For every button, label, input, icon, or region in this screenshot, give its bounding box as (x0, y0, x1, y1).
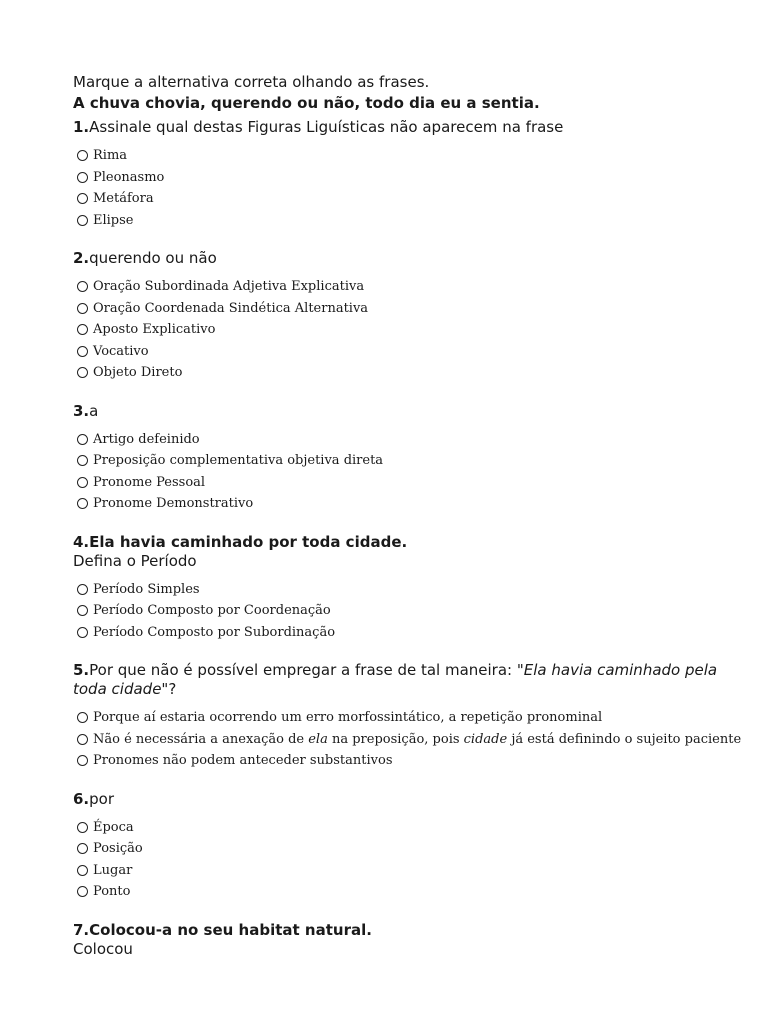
question-5 (73, 661, 753, 772)
option-label: Ponto (93, 884, 131, 899)
question-3 (73, 402, 753, 515)
option-label: Elipse (93, 212, 134, 228)
quiz-document (73, 72, 753, 977)
radio-button-icon[interactable] (77, 886, 88, 897)
question-3-options (77, 429, 753, 515)
option-rima[interactable] (77, 145, 753, 167)
option-label: Metáfora (93, 191, 154, 206)
radio-button-icon[interactable] (77, 627, 88, 638)
option-label: Pronome Demonstrativo (93, 496, 254, 511)
option-label: Aposto Explicativo (93, 322, 216, 337)
question-text: Assinale qual destas Figuras Liguísticas não aparecem na frase (89, 118, 564, 136)
option-pronomes[interactable] (77, 750, 753, 772)
option-vocativo[interactable] (77, 341, 753, 363)
radio-button-icon[interactable] (77, 434, 88, 445)
radio-button-icon[interactable] (77, 455, 88, 466)
radio-button-icon[interactable] (77, 324, 88, 335)
option-preposicao[interactable] (77, 450, 753, 472)
option-label: Objeto Direto (93, 365, 183, 380)
radio-button-icon[interactable] (77, 150, 88, 161)
option-objeto-direto[interactable] (77, 362, 753, 384)
option-label: Preposição complementativa objetiva direta (93, 453, 384, 468)
option-anexacao[interactable] (77, 729, 753, 751)
question-text: a (89, 401, 99, 420)
question-7 (73, 921, 753, 959)
option-label: Pronome Pessoal (93, 474, 206, 490)
radio-button-icon[interactable] (77, 755, 88, 766)
option-label: Época (93, 819, 134, 835)
option-pronome-pessoal[interactable] (77, 472, 753, 494)
reference-sentence: A chuva chovia, querendo ou não, todo dia eu a sentia. (73, 94, 540, 112)
option-label: Período Simples (93, 581, 200, 597)
question-text: Por que não é possível empregar a frase de tal maneira: " (89, 661, 524, 679)
question-6 (73, 790, 753, 903)
option-elipse[interactable] (77, 210, 753, 232)
radio-button-icon[interactable] (77, 215, 88, 226)
question-text-end: "? (161, 680, 177, 698)
question-text: querendo ou não (89, 249, 217, 267)
option-label: Rima (93, 148, 128, 163)
question-1 (73, 118, 753, 231)
option-periodo-coordenacao[interactable] (77, 600, 753, 622)
option-aposto[interactable] (77, 319, 753, 341)
option-label-italic: cidade (463, 731, 508, 747)
option-label-italic: ela (308, 731, 328, 747)
question-text: Colocou-a no seu habitat natural. (89, 920, 372, 939)
radio-button-icon[interactable] (77, 584, 88, 595)
option-label: Vocativo (93, 343, 149, 359)
radio-button-icon[interactable] (77, 477, 88, 488)
question-number: 7. (73, 920, 90, 939)
radio-button-icon[interactable] (77, 281, 88, 292)
option-periodo-simples[interactable] (77, 579, 753, 601)
question-5-options (77, 707, 753, 772)
option-label: Oração Subordinada Adjetiva Explicativa (93, 279, 365, 294)
option-label-part: na preposição, pois (327, 731, 464, 747)
option-label: Porque aí estaria ocorrendo um erro morfossintático, a repetição pronominal (93, 710, 603, 725)
question-2-options (77, 276, 753, 384)
option-label: Pleonasmo (93, 169, 165, 185)
question-2-title (73, 249, 753, 268)
option-label: Lugar (93, 862, 133, 878)
radio-button-icon[interactable] (77, 734, 88, 745)
option-ponto[interactable] (77, 881, 753, 903)
question-5-title (73, 661, 753, 699)
radio-button-icon[interactable] (77, 605, 88, 616)
option-artigo[interactable] (77, 429, 753, 451)
radio-button-icon[interactable] (77, 367, 88, 378)
question-4-options (77, 579, 753, 644)
option-metafora[interactable] (77, 188, 753, 210)
option-label-part: Não é necessária a anexação de (93, 731, 309, 747)
radio-button-icon[interactable] (77, 172, 88, 183)
question-6-options (77, 817, 753, 903)
radio-button-icon[interactable] (77, 193, 88, 204)
option-label (93, 729, 741, 751)
question-2 (73, 249, 753, 384)
question-number: 3. (73, 401, 90, 420)
question-7-title (73, 921, 753, 940)
question-number: 6. (73, 789, 90, 808)
option-periodo-subordinacao[interactable] (77, 622, 753, 644)
option-posicao[interactable] (77, 838, 753, 860)
radio-button-icon[interactable] (77, 303, 88, 314)
option-pleonasmo[interactable] (77, 167, 753, 189)
question-7-subtitle: Colocou (73, 939, 133, 958)
option-erro-morfossintatico[interactable] (77, 707, 753, 729)
radio-button-icon[interactable] (77, 843, 88, 854)
radio-button-icon[interactable] (77, 346, 88, 357)
question-6-title (73, 790, 753, 809)
question-1-title (73, 118, 753, 137)
question-4-title (73, 533, 753, 552)
option-pronome-demonstrativo[interactable] (77, 493, 753, 515)
option-label: Oração Coordenada Sindética Alternativa (93, 300, 369, 316)
option-epoca[interactable] (77, 817, 753, 839)
question-1-options (77, 145, 753, 231)
option-label: Pronomes não podem anteceder substantivos (93, 753, 393, 768)
option-oracao-coordenada[interactable] (77, 298, 753, 320)
option-label: Artigo defeinido (93, 431, 200, 447)
question-number: 1. (73, 118, 90, 136)
question-3-title (73, 402, 753, 421)
option-oracao-subordinada[interactable] (77, 276, 753, 298)
question-number: 2. (73, 249, 90, 267)
question-text: Ela havia caminhado por toda cidade. (89, 532, 408, 551)
option-lugar[interactable] (77, 860, 753, 882)
option-label: Período Composto por Coordenação (93, 603, 331, 618)
question-4 (73, 533, 753, 644)
radio-button-icon[interactable] (77, 822, 88, 833)
question-italic-text: Ela havia caminhado pela toda cidade (73, 661, 718, 698)
question-text: por (89, 789, 115, 808)
question-4-subtitle: Defina o Período (73, 551, 197, 570)
question-number: 4. (73, 532, 90, 551)
instructions: Marque a alternativa correta olhando as frases. (73, 73, 430, 91)
option-label: Posição (93, 841, 143, 856)
question-number: 5. (73, 661, 90, 679)
option-label: Período Composto por Subordinação (93, 624, 336, 640)
radio-button-icon[interactable] (77, 498, 88, 509)
radio-button-icon[interactable] (77, 865, 88, 876)
option-label-part: já está definindo o sujeito paciente (507, 731, 742, 747)
radio-button-icon[interactable] (77, 712, 88, 723)
